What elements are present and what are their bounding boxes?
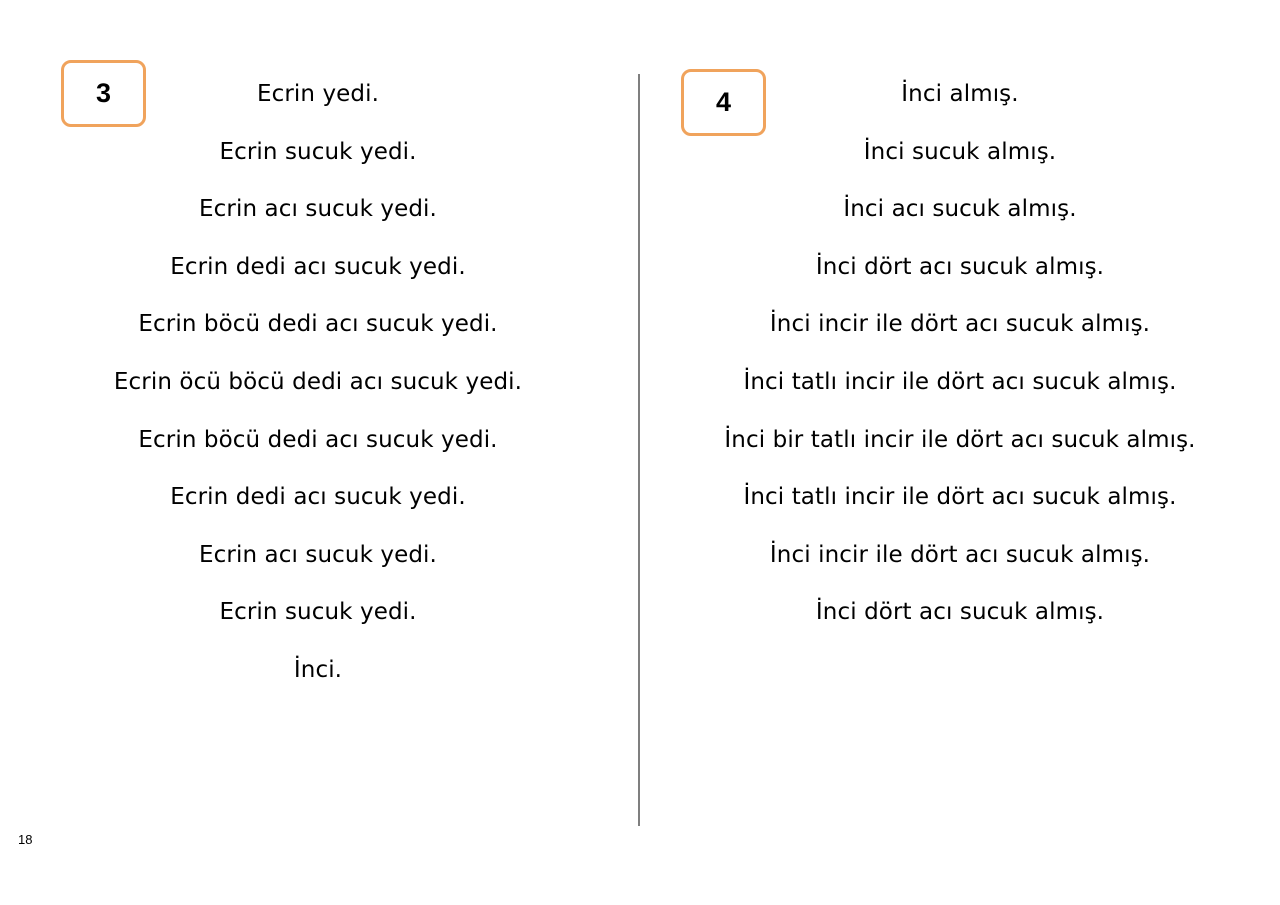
text-line: İnci tatlı incir ile dört acı sucuk almış. bbox=[743, 368, 1177, 395]
text-line: İnci tatlı incir ile dört acı sucuk almış. bbox=[743, 484, 1177, 511]
text-line: İnci dört acı sucuk almış. bbox=[815, 599, 1105, 626]
section-number: 3 bbox=[95, 78, 112, 108]
right-reading-text bbox=[660, 76, 1260, 652]
text-line: İnci sucuk almış. bbox=[863, 138, 1057, 165]
column-divider bbox=[638, 74, 640, 826]
text-line: Ecrin böcü dedi acı sucuk yedi. bbox=[138, 426, 498, 453]
text-line: İnci acı sucuk almış. bbox=[843, 196, 1077, 223]
text-line: Ecrin yedi. bbox=[256, 81, 380, 107]
text-line: İnci incir ile dört acı sucuk almış. bbox=[769, 311, 1151, 338]
text-line: İnci dört acı sucuk almış. bbox=[815, 253, 1105, 280]
left-reading-text bbox=[18, 76, 618, 710]
text-line: İnci bir tatlı incir ile dört acı sucuk almış. bbox=[724, 426, 1196, 453]
text-line: Ecrin sucuk yedi. bbox=[219, 599, 417, 626]
text-line: İnci. bbox=[293, 656, 343, 683]
text-line: Ecrin dedi acı sucuk yedi. bbox=[170, 484, 466, 511]
text-line: Ecrin sucuk yedi. bbox=[219, 138, 417, 165]
page-number: 18 bbox=[18, 832, 33, 847]
section-number: 4 bbox=[715, 87, 732, 117]
text-line: Ecrin acı sucuk yedi. bbox=[199, 196, 437, 223]
text-line: İnci almış. bbox=[901, 81, 1019, 107]
text-line: İnci incir ile dört acı sucuk almış. bbox=[769, 541, 1151, 568]
text-line: Ecrin acı sucuk yedi. bbox=[199, 541, 437, 568]
text-line: Ecrin böcü dedi acı sucuk yedi. bbox=[138, 311, 498, 338]
text-line: Ecrin öcü böcü dedi acı sucuk yedi. bbox=[113, 368, 523, 395]
text-line: Ecrin dedi acı sucuk yedi. bbox=[170, 253, 466, 280]
